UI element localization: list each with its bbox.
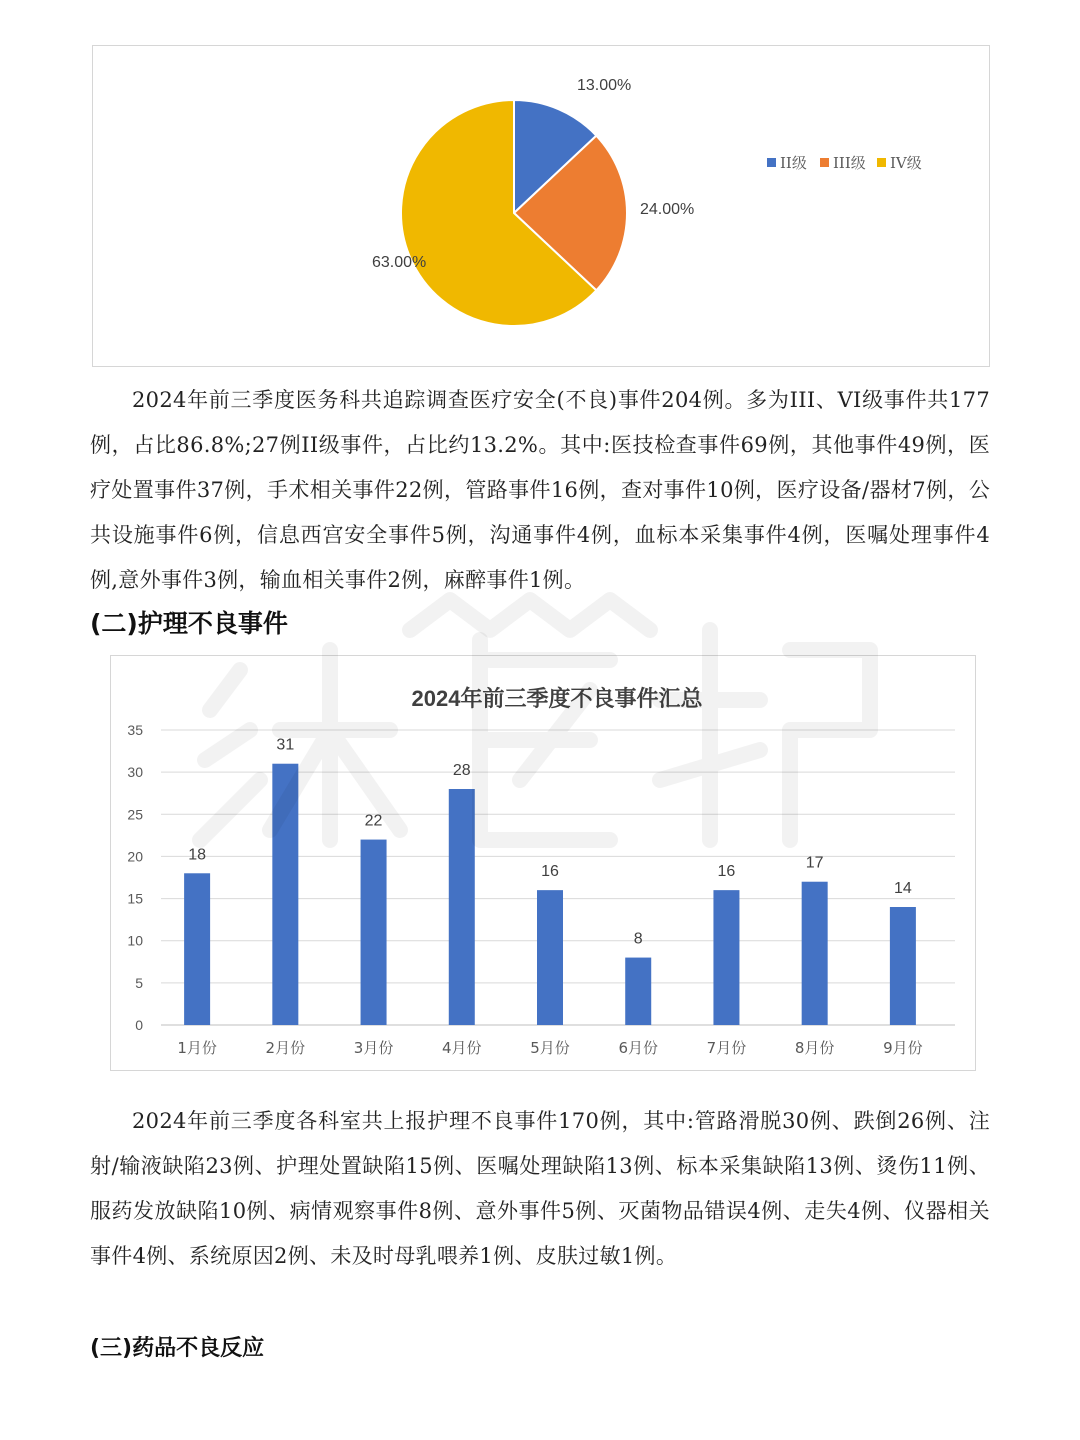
- bar-1: [184, 873, 210, 1025]
- x-tick-label: 8月份: [794, 1039, 835, 1057]
- bar-5: [537, 890, 563, 1025]
- pie-legend-label: IV级: [890, 154, 922, 172]
- x-tick-label: 1月份: [177, 1039, 217, 1057]
- pie-data-label: 24.00%: [640, 201, 695, 218]
- pie-legend-swatch: [877, 158, 886, 167]
- y-tick-label: 20: [127, 848, 143, 865]
- bar-data-label: 14: [893, 880, 912, 897]
- x-tick-label: 9月份: [883, 1039, 923, 1057]
- pie-legend-label: III级: [833, 154, 866, 172]
- bar-data-label: 8: [633, 930, 643, 948]
- x-tick-label: 4月份: [442, 1039, 482, 1057]
- y-tick-label: 35: [127, 722, 143, 738]
- bar-chart-title: 2024年前三季度不良事件汇总: [411, 686, 703, 711]
- y-tick-label: 15: [127, 890, 143, 907]
- bar-data-label: 16: [717, 863, 736, 881]
- x-tick-label: 6月份: [618, 1039, 658, 1057]
- bar-3: [361, 840, 387, 1025]
- pie-data-label: 13.00%: [577, 77, 632, 94]
- y-tick-label: 30: [127, 764, 143, 781]
- pie-data-label: 63.00%: [372, 254, 427, 271]
- pie-legend-swatch: [767, 158, 776, 167]
- bar-chart-container: [110, 655, 976, 1071]
- pie-legend-label: II级: [780, 154, 807, 172]
- x-tick-label: 2月份: [265, 1039, 306, 1057]
- y-tick-label: 5: [135, 974, 143, 991]
- y-tick-label: 25: [127, 806, 143, 823]
- bar-2: [272, 764, 298, 1025]
- pie-legend-swatch: [820, 158, 829, 167]
- paragraph-nursing-events: 2024年前三季度各科室共上报护理不良事件170例，其中:管路滑脱30例、跌倒26例、注射/输液缺陷23例、护理处置缺陷15例、医嘱处理缺陷13例、标本采集缺陷13例、烫伤11例、服药发放缺陷10例、病情观察事件8例、意外事件5例、灭菌物品错误4例、走失4例、仪器相关事件4例、系统原因2例、未及时母乳喂养1例、皮肤过敏1例。: [90, 1109, 990, 1268]
- bar-data-label: 28: [452, 762, 471, 779]
- y-tick-label: 0: [135, 1017, 143, 1033]
- bar-9: [890, 907, 916, 1025]
- x-tick-label: 5月份: [530, 1039, 570, 1057]
- y-tick-label: 10: [127, 932, 143, 949]
- section-heading-nursing-events: (二)护理不良事件: [90, 609, 288, 638]
- section-heading-drug-reactions: (三)药品不良反应: [90, 1336, 265, 1361]
- bar-data-label: 22: [364, 812, 383, 830]
- bar-data-label: 17: [805, 854, 824, 872]
- pie-chart-container: [92, 45, 990, 367]
- bar-data-label: 31: [276, 736, 295, 754]
- bar-4: [449, 789, 475, 1025]
- bar-data-label: 16: [541, 863, 559, 881]
- bar-chart: [111, 656, 977, 1072]
- bar-8: [802, 882, 828, 1025]
- x-tick-label: 7月份: [706, 1039, 747, 1057]
- pie-chart: [93, 46, 991, 368]
- paragraph-medical-events: 2024年前三季度医务科共追踪调查医疗安全(不良)事件204例。多为III、VI级事件共177例，占比86.8%;27例II级事件，占比约13.2%。其中:医技检查事件69例，其他事件49例，医疗处置事件37例，手术相关事件22例，管路事件16例，查对事件10例，医疗设备/器材7例，公共设施事件6例，信息西宫安全事件5例，沟通事件4例，血标本采集事件4例，医嘱处理事件4例,意外事件3例，输血相关事件2例，麻醉事件1例。: [90, 388, 990, 592]
- bar-6: [625, 958, 651, 1025]
- bar-data-label: 18: [188, 846, 207, 864]
- bar-7: [713, 890, 739, 1025]
- x-tick-label: 3月份: [353, 1039, 394, 1057]
